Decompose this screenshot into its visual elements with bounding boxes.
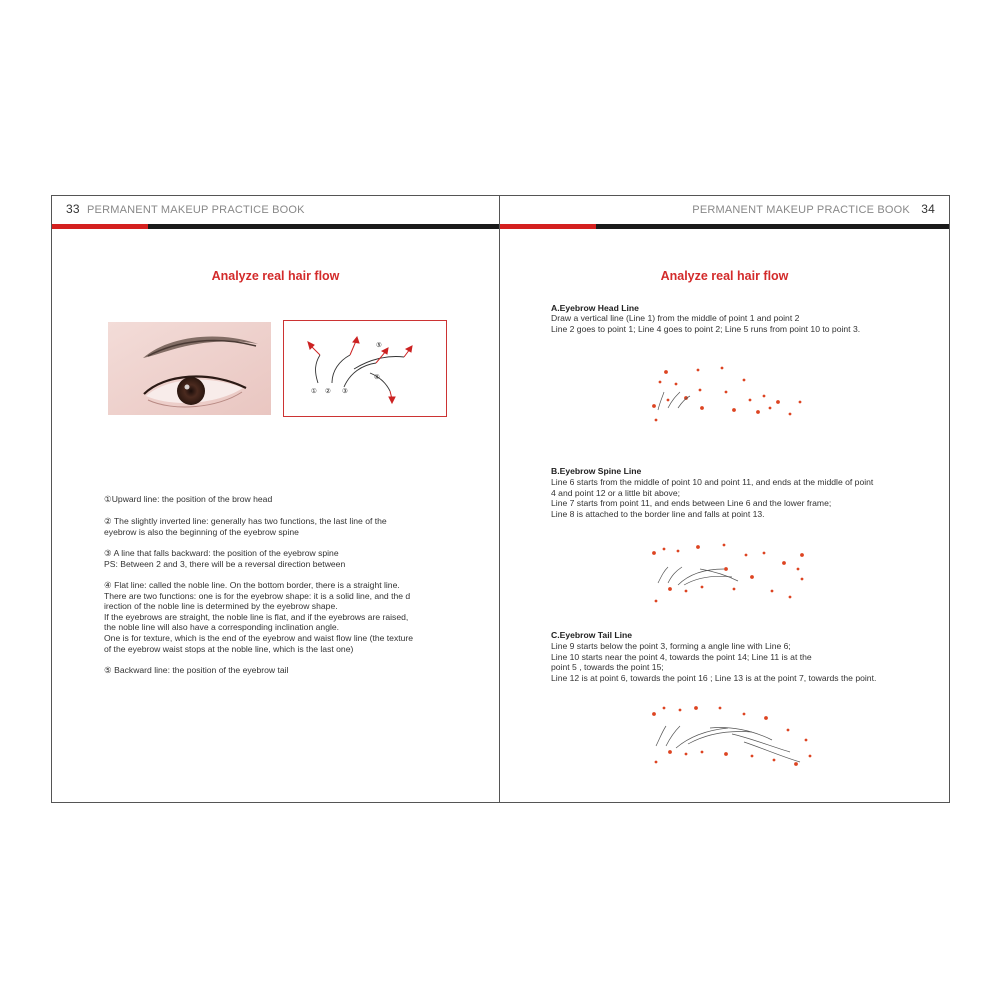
eyebrow-head-diagram bbox=[640, 362, 815, 434]
diagram-point bbox=[725, 391, 728, 394]
diagram-point bbox=[724, 567, 728, 571]
right-header bbox=[692, 202, 935, 216]
diagram-point bbox=[685, 590, 688, 593]
diagram-point bbox=[799, 401, 802, 404]
diagram-point bbox=[659, 381, 662, 384]
diagram-point bbox=[794, 762, 798, 766]
diagram-point bbox=[743, 379, 746, 382]
right-page-title: Analyze real hair flow bbox=[660, 269, 789, 283]
left-header-title: PERMANENT MAKEUP PRACTICE BOOK bbox=[87, 204, 305, 216]
right-page-number: 34 bbox=[921, 202, 935, 216]
diagram-point bbox=[697, 369, 700, 372]
diagram-point bbox=[745, 554, 748, 557]
diagram-point bbox=[655, 419, 658, 422]
marker-5: ⑤ bbox=[376, 342, 382, 349]
eyebrow-tail-diagram bbox=[640, 700, 820, 776]
paragraph-inverted-line: ② The slightly inverted line: generally has two functions, the last line of the eyebrow is also the beginning of the eyebrow spine bbox=[104, 516, 387, 537]
diagram-point bbox=[724, 752, 728, 756]
right-page bbox=[500, 195, 950, 803]
diagram-point bbox=[655, 761, 658, 764]
head-diagram-points bbox=[652, 367, 801, 422]
eyebrow-spine-diagram bbox=[640, 539, 815, 611]
diagram-point bbox=[663, 707, 666, 710]
hair-flow-diagram bbox=[283, 320, 447, 417]
diagram-point bbox=[809, 755, 812, 758]
diagram-point bbox=[732, 408, 736, 412]
paragraph-upward-line: ①Upward line: the position of the brow head bbox=[104, 494, 273, 504]
diagram-point bbox=[668, 587, 672, 591]
diagram-point bbox=[789, 596, 792, 599]
diagram-point bbox=[652, 712, 656, 716]
diagram-point bbox=[750, 575, 754, 579]
diagram-point bbox=[652, 404, 656, 408]
left-page-number: 33 bbox=[66, 202, 80, 216]
diagram-point bbox=[773, 759, 776, 762]
diagram-point bbox=[675, 383, 678, 386]
marker-1: ① bbox=[311, 388, 317, 395]
diagram-point bbox=[782, 561, 786, 565]
diagram-point bbox=[655, 600, 658, 603]
diagram-point bbox=[696, 545, 700, 549]
diagram-point bbox=[652, 551, 656, 555]
diagram-point bbox=[800, 553, 804, 557]
paragraph-falling-line: ③ A line that falls backward: the position of the eyebrow spine PS: Between 2 and 3, there will be a reversal direction between bbox=[104, 548, 346, 569]
diagram-point bbox=[749, 399, 752, 402]
diagram-point bbox=[694, 706, 698, 710]
diagram-point bbox=[700, 406, 704, 410]
marker-3: ③ bbox=[342, 388, 348, 395]
diagram-point bbox=[719, 707, 722, 710]
section-c-body: Line 9 starts below the point 3, forming a angle line with Line 6; Line 10 starts near the point 4, towards the point 14; Line 11 is at the point 5 , towards the point 15; Line 12 is at point 6, towards the point 16 ; Line 13 is at the point 7, towards the point. bbox=[551, 641, 877, 683]
tail-diagram-points bbox=[652, 706, 811, 766]
diagram-point bbox=[751, 755, 754, 758]
diagram-point bbox=[769, 407, 772, 410]
diagram-point bbox=[699, 389, 702, 392]
diagram-point bbox=[763, 552, 766, 555]
diagram-point bbox=[701, 751, 704, 754]
diagram-point bbox=[801, 578, 804, 581]
diagram-point bbox=[805, 739, 808, 742]
diagram-point bbox=[723, 544, 726, 547]
left-header bbox=[66, 202, 305, 216]
diagram-point bbox=[776, 400, 780, 404]
paragraph-flat-line: ④ Flat line: called the noble line. On the bottom border, there is a straight line. There are two functions: one is for the eyebrow shape: it is a solid line, and the d irection of the noble line is determined by the eyebrow shape. If the eyebrows are straight, the noble line is flat, and if the eyebrows are raised, the noble line will also have a corresponding inclination angle. One is for texture, which is the end of the eyebrow and waist flow line (the texture of the eyebrow waist stops at the noble line, which is the last one) bbox=[104, 580, 414, 654]
right-stripe-accent bbox=[500, 224, 596, 229]
diagram-point bbox=[787, 729, 790, 732]
diagram-point bbox=[733, 588, 736, 591]
diagram-point bbox=[743, 713, 746, 716]
diagram-point bbox=[677, 550, 680, 553]
left-page bbox=[51, 195, 500, 803]
diagram-point bbox=[797, 568, 800, 571]
diagram-point bbox=[701, 586, 704, 589]
section-a-body: Draw a vertical line (Line 1) from the middle of point 1 and point 2 Line 2 goes to point 1; Line 4 goes to point 2; Line 5 runs from point 10 to point 3. bbox=[551, 313, 861, 334]
right-header-title: PERMANENT MAKEUP PRACTICE BOOK bbox=[692, 204, 910, 216]
diagram-point bbox=[756, 410, 760, 414]
marker-4: ④ bbox=[374, 374, 380, 381]
diagram-point bbox=[667, 399, 670, 402]
diagram-point bbox=[685, 753, 688, 756]
marker-2: ② bbox=[325, 388, 331, 395]
diagram-point bbox=[763, 395, 766, 398]
left-stripe-accent bbox=[52, 224, 148, 229]
diagram-point bbox=[663, 548, 666, 551]
left-page-title: Analyze real hair flow bbox=[211, 269, 340, 283]
section-b-body: Line 6 starts from the middle of point 10 and point 11, and ends at the middle of point 4 and point 12 or a little bit above; Line 7 starts from point 11, and ends between Line 6 and the lower frame; Line 8 is attached to the border line and falls at point 13. bbox=[551, 477, 874, 519]
diagram-point bbox=[771, 590, 774, 593]
right-header-stripe bbox=[500, 224, 949, 229]
diagram-point bbox=[721, 367, 724, 370]
section-c-heading: C.Eyebrow Tail Line bbox=[551, 630, 633, 640]
left-header-stripe bbox=[52, 224, 499, 229]
section-b-heading: B.Eyebrow Spine Line bbox=[551, 466, 642, 476]
diagram-point bbox=[664, 370, 668, 374]
diagram-point bbox=[764, 716, 768, 720]
diagram-point bbox=[679, 709, 682, 712]
eye-photo bbox=[108, 322, 271, 415]
section-a-heading: A.Eyebrow Head Line bbox=[551, 303, 639, 313]
diagram-point bbox=[668, 750, 672, 754]
diagram-point bbox=[789, 413, 792, 416]
paragraph-backward-line: ⑤ Backward line: the position of the eyebrow tail bbox=[104, 665, 289, 675]
